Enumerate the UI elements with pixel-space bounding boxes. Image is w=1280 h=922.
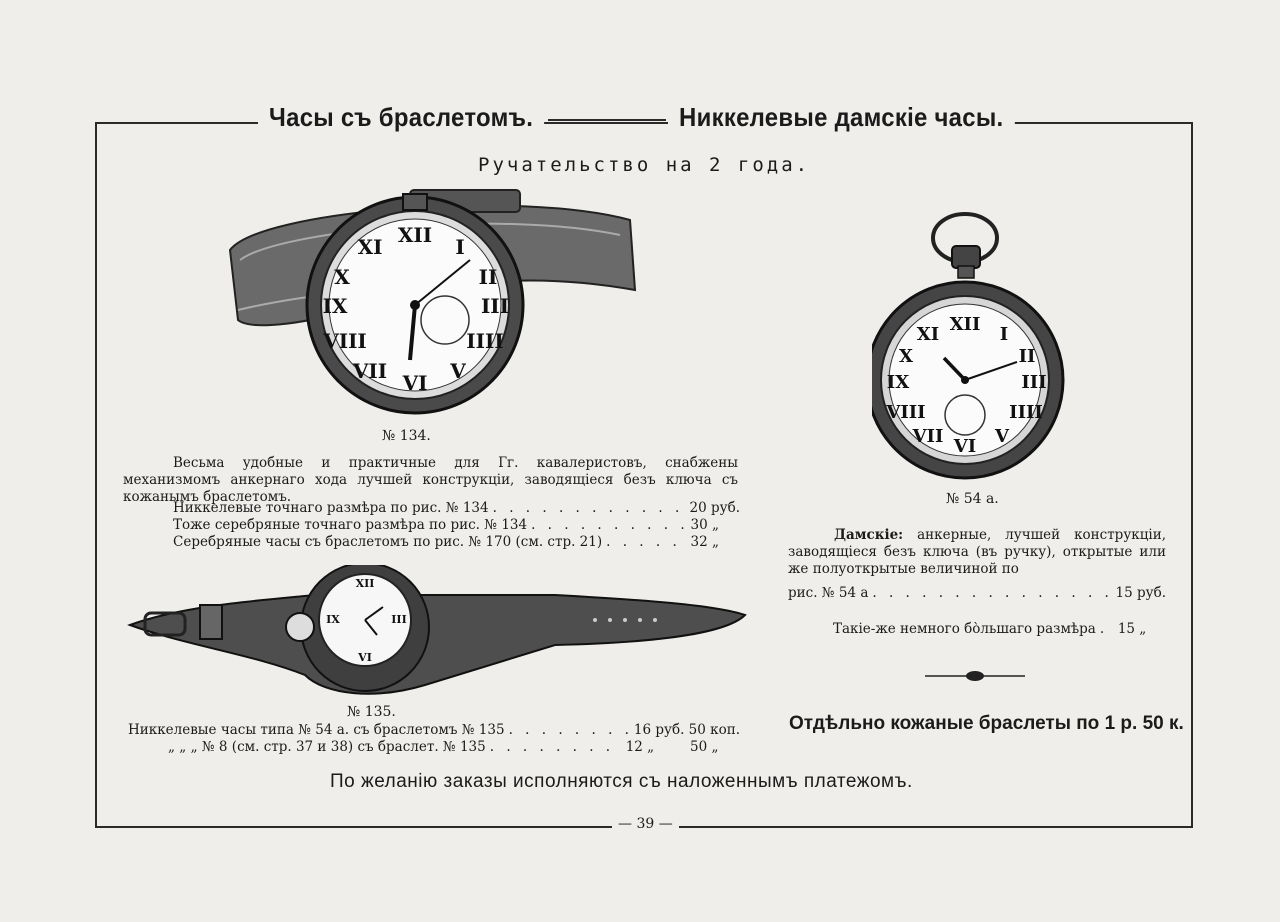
svg-text:IX: IX bbox=[322, 294, 348, 318]
watch-134-caption: № 134. bbox=[382, 428, 431, 444]
svg-text:V: V bbox=[995, 426, 1009, 447]
svg-text:X: X bbox=[334, 265, 350, 289]
watch-54a-description-text: анкерные, лучшей конструкціи, заводящіеся безъ ключа (въ ручку), открытые или же полуоткрытые величиной по bbox=[788, 527, 1166, 577]
svg-text:VII: VII bbox=[912, 426, 944, 447]
svg-text:IX: IX bbox=[326, 613, 340, 626]
price-row-value: 20 руб. bbox=[689, 500, 740, 516]
svg-text:VI: VI bbox=[402, 371, 428, 395]
section-title-bracelet-watches: Часы съ браслетомъ. bbox=[258, 102, 544, 133]
svg-text:XII: XII bbox=[355, 577, 375, 590]
ornament-divider bbox=[925, 668, 1025, 684]
svg-text:IX: IX bbox=[886, 372, 910, 393]
pocket-watch-54a-illustration bbox=[872, 210, 1072, 490]
price-row-value: 15 „ bbox=[1117, 621, 1147, 637]
price-row bbox=[833, 621, 1158, 638]
price-row-label: Никкелевые часы типа № 54 а. съ браслетомъ № 135 bbox=[128, 722, 505, 738]
guarantee-note: Ручательство на 2 года. bbox=[478, 154, 811, 176]
cash-on-delivery-note: По желанію заказы исполняются съ наложеннымъ платежомъ. bbox=[330, 771, 913, 792]
svg-text:III: III bbox=[1021, 372, 1047, 393]
price-row-label: Такіе-же немного бо̀льшаго размѣра bbox=[833, 621, 1096, 637]
price-row-label: Никкелевые точнаго размѣра по рис. № 134 bbox=[173, 500, 489, 516]
watch-54a-description bbox=[788, 527, 1166, 578]
svg-text:I: I bbox=[999, 324, 1009, 345]
price-row bbox=[173, 534, 740, 551]
price-row-label: Серебряные часы съ браслетомъ по рис. № 170 (см. стр. 21) bbox=[173, 534, 603, 550]
svg-text:XI: XI bbox=[357, 235, 383, 259]
svg-text:XII: XII bbox=[397, 223, 433, 247]
watch-54a-price-list bbox=[788, 585, 1166, 602]
section-title-ladies-watches: Никкелевые дамскіе часы. bbox=[668, 102, 1015, 133]
watch-54a-caption: № 54 a. bbox=[946, 491, 999, 507]
svg-text:VI: VI bbox=[953, 436, 977, 457]
svg-text:XI: XI bbox=[916, 324, 940, 345]
price-row-value: 30 „ bbox=[690, 517, 719, 533]
price-row bbox=[128, 722, 740, 739]
price-row bbox=[173, 517, 740, 534]
svg-text:VI: VI bbox=[358, 651, 372, 664]
wristwatch-134-illustration bbox=[220, 180, 650, 420]
svg-text:III: III bbox=[480, 294, 510, 318]
price-row bbox=[788, 585, 1166, 602]
watch-54a-larger-row bbox=[833, 621, 1158, 638]
price-row-label: „ „ „ № 8 (см. стр. 37 и 38) съ браслет. № 135 bbox=[168, 739, 486, 755]
header-divider bbox=[548, 119, 666, 121]
svg-text:VIII: VIII bbox=[323, 329, 367, 353]
price-row bbox=[173, 500, 740, 517]
svg-text:V: V bbox=[450, 359, 466, 383]
watch-54a-description-bold: Дамскіе: bbox=[834, 527, 904, 543]
watch-134-price-list bbox=[173, 500, 740, 551]
watch-135-price-list bbox=[128, 722, 740, 756]
svg-text:X: X bbox=[899, 346, 913, 367]
price-row-label: рис. № 54 а bbox=[788, 585, 869, 601]
watch-134-description: Весьма удобные и практичные для Гг. кавалеристовъ, снабжены механизмомъ анкернаго хода лучшей конструкціи, заводящіеся безъ ключа съ кожанымъ браслетомъ. bbox=[123, 455, 738, 505]
watch-135-caption: № 135. bbox=[347, 704, 396, 720]
svg-text:IIII: IIII bbox=[1009, 402, 1043, 423]
price-row-value: 32 „ bbox=[690, 534, 719, 550]
bracelets-note: Отдѣльно кожаные браслеты по 1 р. 50 к. bbox=[789, 713, 1184, 734]
price-row-value: 16 руб. 50 коп. bbox=[633, 722, 740, 738]
price-row-label: Тоже серебряные точнаго размѣра по рис. № 134 bbox=[173, 517, 528, 533]
price-row-value: 15 руб. bbox=[1115, 585, 1166, 601]
svg-text:VII: VII bbox=[352, 359, 388, 383]
svg-text:I: I bbox=[455, 235, 465, 259]
price-row bbox=[128, 739, 740, 756]
page-number: — 39 — bbox=[612, 816, 679, 832]
svg-text:II: II bbox=[1018, 346, 1036, 367]
svg-text:XII: XII bbox=[949, 314, 981, 335]
svg-text:III: III bbox=[391, 613, 407, 626]
wristwatch-135-illustration bbox=[125, 565, 750, 705]
price-row-value: 12 „ 50 „ bbox=[625, 739, 719, 755]
svg-text:II: II bbox=[478, 265, 498, 289]
svg-text:VIII: VIII bbox=[886, 402, 926, 423]
svg-text:IIII: IIII bbox=[466, 329, 504, 353]
